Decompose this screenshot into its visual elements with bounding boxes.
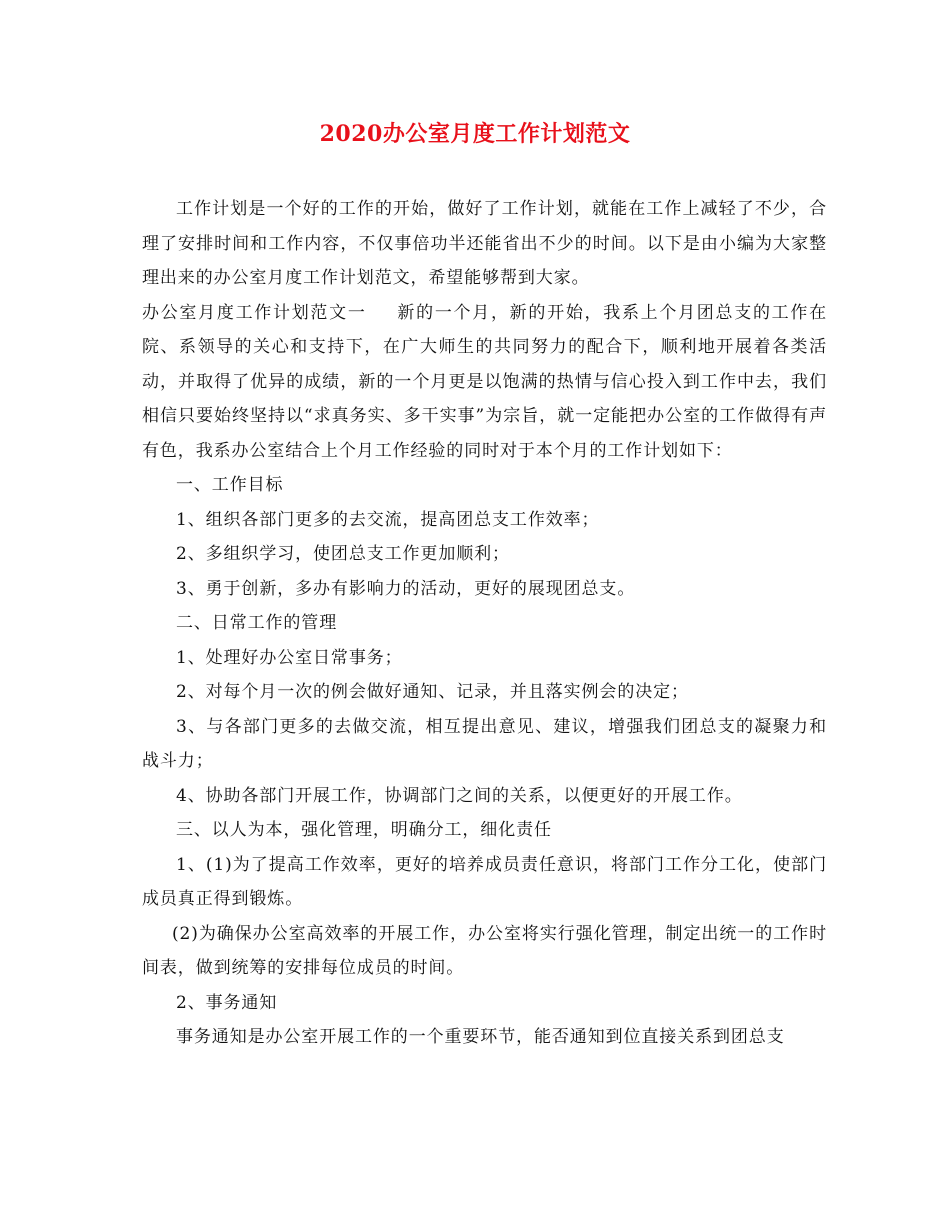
list-item: 3、与各部门更多的去做交流，相互提出意见、建议，增强我们团总支的凝聚力和战斗力； <box>142 716 827 771</box>
list-item: 3、勇于创新，多办有影响力的活动，更好的展现团总支。 <box>176 578 636 599</box>
intro-paragraph: 工作计划是一个好的工作的开始，做好了工作计划，就能在工作上减轻了不少，合理了安排时间和工作内容，不仅事倍功半还能省出不少的时间。以下是由小编为大家整理出来的办公室月度工作计划范文，希望能够帮到大家。 <box>142 199 827 288</box>
list-item: 2、事务通知 <box>176 992 278 1013</box>
list-item: 1、(1)为了提高工作效率，更好的培养成员责任意识，将部门工作分工化，使部门成员真正得到锻炼。 <box>142 854 827 909</box>
list-item: 1、处理好办公室日常事务； <box>176 647 403 668</box>
section-heading: 办公室月度工作计划范文一 <box>142 302 367 323</box>
body-paragraph: 事务通知是办公室开展工作的一个重要环节，能否通知到位直接关系到团总支 <box>176 1027 785 1047</box>
section-paragraph <box>142 296 827 469</box>
list-item: 2、对每个月一次的例会做好通知、记录，并且落实例会的决定； <box>176 682 689 702</box>
page-title: 2020办公室月度工作计划范文 <box>319 121 631 147</box>
heading-work-goals: 一、工作目标 <box>176 475 284 495</box>
list-item: 2、多组织学习，使团总支工作更加顺利； <box>176 544 510 564</box>
document-body <box>142 192 827 1055</box>
list-item: 1、组织各部门更多的去交流，提高团总支工作效率； <box>176 509 600 530</box>
heading-daily-management: 二、日常工作的管理 <box>176 613 338 633</box>
list-item: 4、协助各部门开展工作，协调部门之间的关系，以便更好的开展工作。 <box>176 785 743 806</box>
section-intro-text: 新的一个月，新的开始，我系上个月团总支的工作在院、系领导的关心和支持下，在广大师生的共同努力的配合下，顺利地开展着各类活动，并取得了优异的成绩，新的一个月更是以饱满的热情与信心投入到工作中去，我们相信只要始终坚持以“求真务实、多干实事”为宗旨，就一定能把办公室的工作做得有声有色，我系办公室结合上个月工作经验的同时对于本个月的工作计划如下： <box>142 302 827 461</box>
list-item: (2)为确保办公室高效率的开展工作，办公室将实行强化管理，制定出统一的工作时间表，做到统筹的安排每位成员的时间。 <box>142 923 827 978</box>
heading-people-oriented: 三、以人为本，强化管理，明确分工，细化责任 <box>176 820 552 840</box>
